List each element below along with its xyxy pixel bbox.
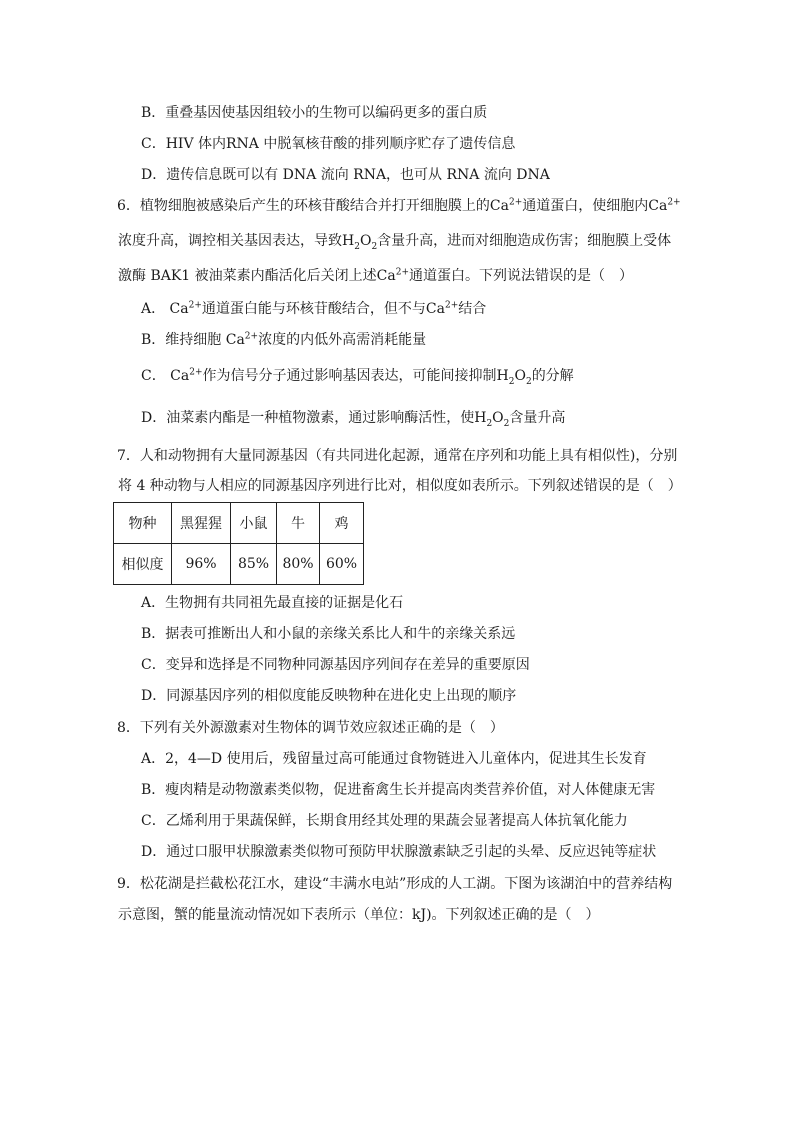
q7-option-d: D．同源基因序列的相似度能反映物种在进化史上出现的顺序 bbox=[141, 688, 517, 704]
q5-option-b: B．重叠基因使基因组较小的生物可以编码更多的蛋白质 bbox=[141, 105, 488, 121]
similarity-table bbox=[113, 502, 364, 585]
q6-stem-line-2: 浓度升高，调控相关基因表达，导致$H_2O_2$含量升高，进而对细胞造成伤害；细胞膜上受体 bbox=[118, 233, 672, 252]
q6-option-a: A． $Ca^{2+}$通道蛋白能与环核苷酸结合，但不与$Ca^{2+}$结合 bbox=[141, 300, 487, 317]
q8-stem: 8．下列有关外源激素对生物体的调节效应叙述正确的是（ ） bbox=[117, 720, 504, 736]
table-cell: 85% bbox=[231, 544, 277, 585]
q5-option-c: C．HIV 体内RNA 中脱氧核苷酸的排列顺序贮存了遗传信息 bbox=[141, 136, 516, 152]
q6-option-b: B．维持细胞 $Ca^{2+}$浓度的内低外高需消耗能量 bbox=[141, 331, 427, 348]
q6-option-c: C． $Ca^{2+}$作为信号分子通过影响基因表达，可能间接抑制$H_2O_2$的分解 bbox=[141, 367, 574, 387]
q7-stem-line-1: 7．人和动物拥有大量同源基因（有共同进化起源，通常在序列和功能上具有相似性)，分别 bbox=[117, 448, 678, 464]
q8-option-c: C．乙烯利用于果蔬保鲜，长期食用经其处理的果蔬会显著提高人体抗氧化能力 bbox=[141, 813, 628, 829]
q8-option-d: D．通过口服甲状腺激素类似物可预防甲状腺激素缺乏引起的头晕、反应迟钝等症状 bbox=[141, 844, 657, 860]
q8-option-a: A．2，4—D 使用后，残留量过高可能通过食物链进入儿童体内，促进其生长发育 bbox=[141, 751, 647, 767]
q6-option-d: D．油菜素内酯是一种植物激素，通过影响酶活性，使$H_2O_2$含量升高 bbox=[141, 410, 566, 429]
table-header-row bbox=[114, 503, 364, 544]
table-cell: 96% bbox=[172, 544, 231, 585]
q7-option-c: C．变异和选择是不同物种同源基因序列间存在差异的重要原因 bbox=[141, 657, 530, 673]
q7-option-a: A．生物拥有共同祖先最直接的证据是化石 bbox=[141, 595, 404, 611]
q7-option-b: B．据表可推断出人和小鼠的亲缘关系比人和牛的亲缘关系远 bbox=[141, 626, 516, 642]
table-cell: 牛 bbox=[277, 503, 320, 544]
table-cell: 小鼠 bbox=[231, 503, 277, 544]
q8-option-b: B．瘦肉精是动物激素类似物，促进畜禽生长并提高肉类营养价值，对人体健康无害 bbox=[141, 782, 656, 798]
table-cell: 80% bbox=[277, 544, 320, 585]
table-cell: 鸡 bbox=[320, 503, 364, 544]
q9-stem-line-2: 示意图，蟹的能量流动情况如下表所示（单位：kJ)。下列叙述正确的是（ ） bbox=[118, 907, 600, 923]
q5-option-d: D．遗传信息既可以有 DNA 流向 RNA，也可从 RNA 流向 DNA bbox=[141, 167, 550, 183]
table-cell: 相似度 bbox=[114, 544, 172, 585]
q9-stem-line-1: 9．松花湖是拦截松花江水，建设“丰满水电站”形成的人工湖。下图为该湖泊中的营养结构 bbox=[117, 876, 673, 892]
table-cell: 黑猩猩 bbox=[172, 503, 231, 544]
table-cell: 物种 bbox=[114, 503, 172, 544]
table-cell: 60% bbox=[320, 544, 364, 585]
q6-stem-line-3: 激酶 BAK1 被油菜素内酯活化后关闭上述$Ca^{2+}$通道蛋白。下列说法错误的是（ ） bbox=[118, 267, 634, 284]
q6-stem-line-1: 6．植物细胞被感染后产生的环核苷酸结合并打开细胞膜上的$Ca^{2+}$通道蛋白，使细胞内$Ca^{2+}$ bbox=[117, 197, 681, 214]
q7-stem-line-2: 将 4 种动物与人相应的同源基因序列进行比对，相似度如表所示。下列叙述错误的是（ ） bbox=[118, 478, 682, 494]
table-row bbox=[114, 544, 364, 585]
